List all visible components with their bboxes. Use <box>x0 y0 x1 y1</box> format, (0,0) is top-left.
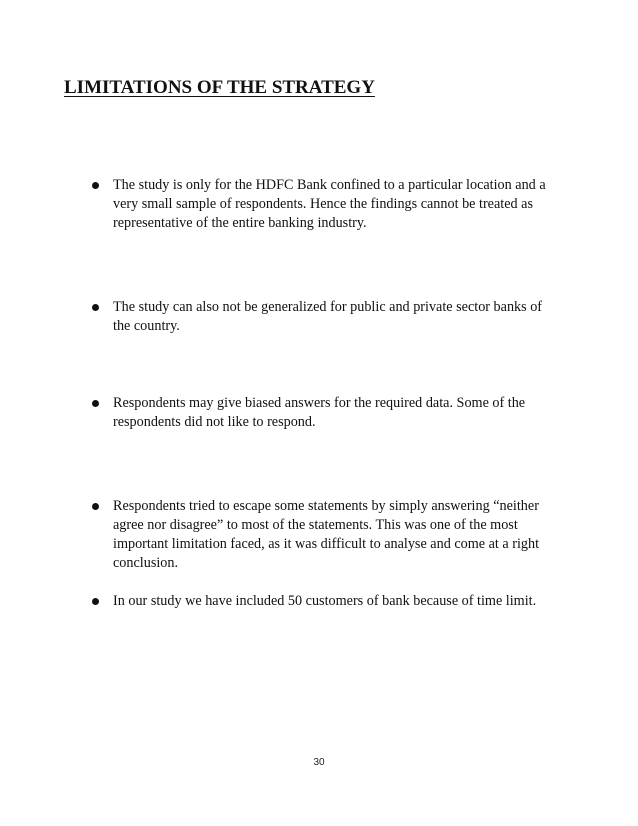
text-line: Respondents tried to escape some statements by simply answering “neither <box>113 498 539 514</box>
text-line: representative of the entire banking industry. <box>113 215 367 231</box>
text-line: important limitation faced, as it was difficult to analyse and come at a right <box>113 536 540 552</box>
bullet-item-1 <box>92 176 562 233</box>
bullet-text <box>113 592 562 611</box>
text-line: very small sample of respondents. Hence the findings cannot be treated as <box>113 196 533 212</box>
text-line: respondents did not like to respond. <box>113 414 316 430</box>
text-line: agree nor disagree” to most of the statements. This was one of the most <box>113 517 518 533</box>
bullet-item-5 <box>92 592 562 611</box>
bullet-text <box>113 298 562 336</box>
bullet-dot-icon <box>92 400 99 407</box>
text-line: The study can also not be generalized for public and private sector banks of <box>113 299 543 315</box>
bullet-text <box>113 497 562 573</box>
text-line: The study is only for the HDFC Bank confined to a particular location and a <box>113 177 546 193</box>
bullet-dot-icon <box>92 304 99 311</box>
bullet-dot-icon <box>92 598 99 605</box>
bullet-dot-icon <box>92 503 99 510</box>
bullet-text <box>113 394 562 432</box>
page-number: 30 <box>313 757 325 768</box>
bullet-item-3 <box>92 394 562 432</box>
bullet-text <box>113 176 562 233</box>
bullet-item-4 <box>92 497 562 573</box>
bullet-dot-icon <box>92 182 99 189</box>
text-line: the country. <box>113 318 180 334</box>
text-line: Respondents may give biased answers for the required data. Some of the <box>113 395 526 411</box>
section-heading: LIMITATIONS OF THE STRATEGY <box>64 77 375 98</box>
text-line: conclusion. <box>113 555 179 571</box>
bullet-item-2 <box>92 298 562 336</box>
text-line: In our study we have included 50 customers of bank because of time limit. <box>113 593 537 609</box>
